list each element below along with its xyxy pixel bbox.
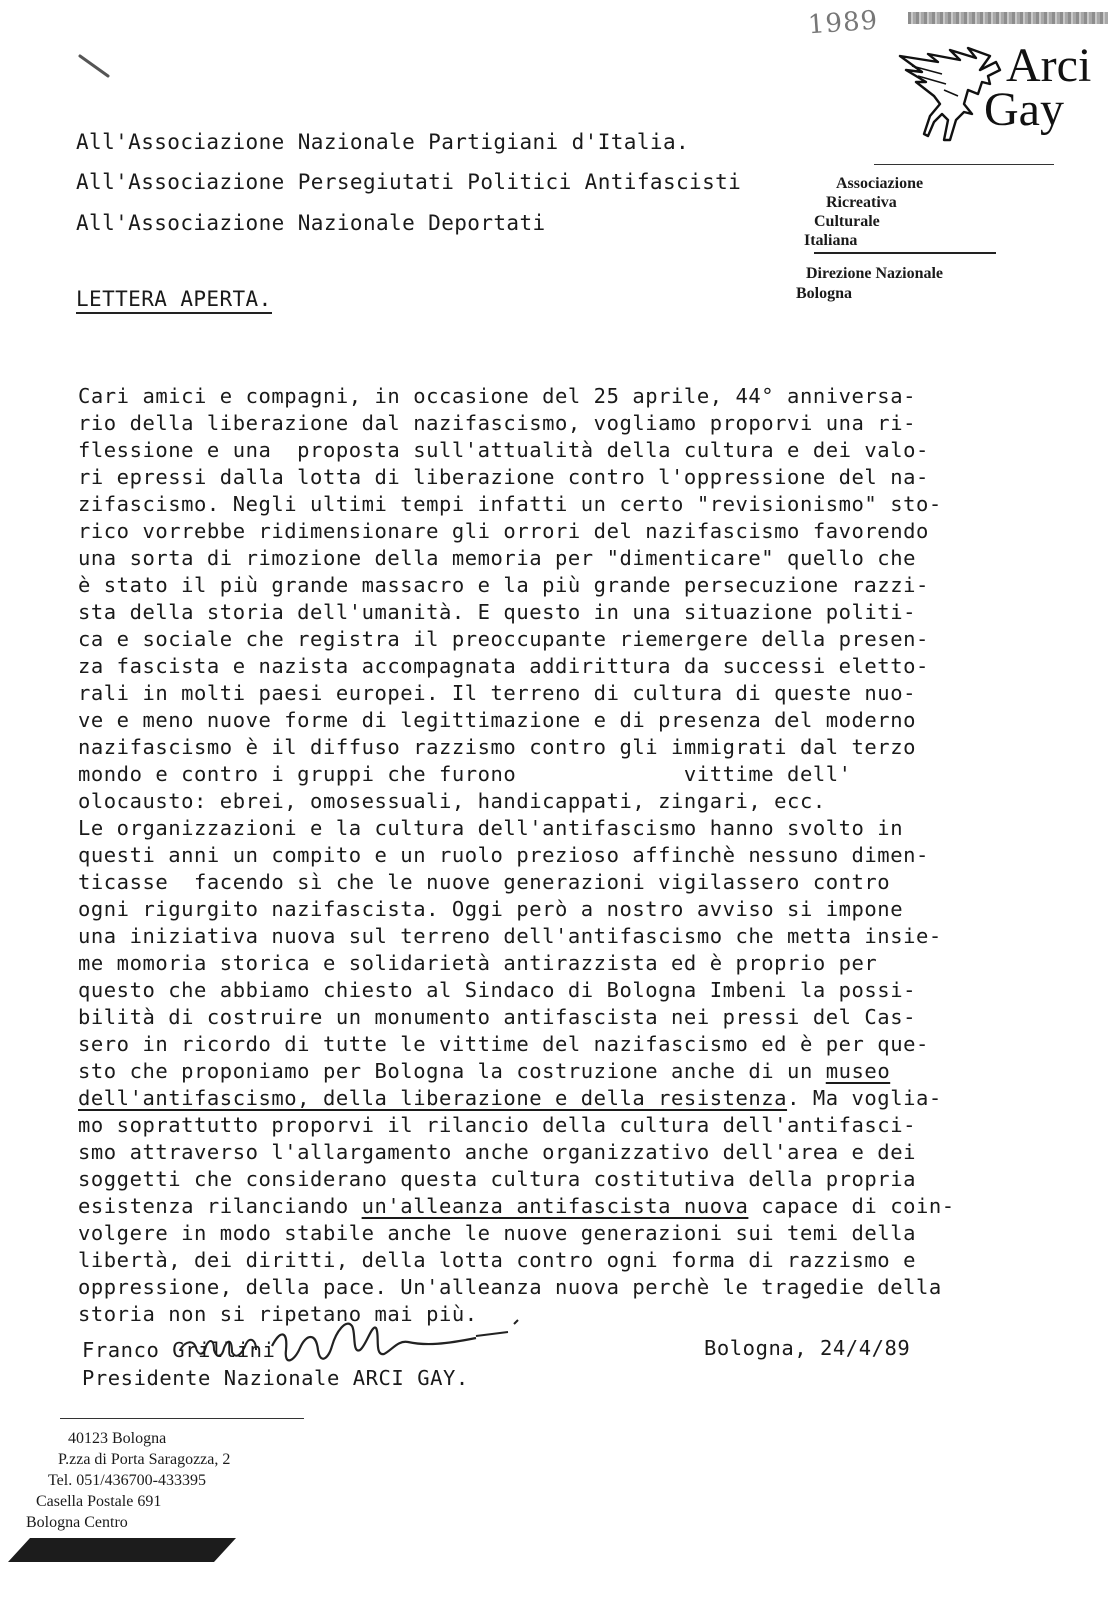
body-text-segment: me momoria storica e solidarietà antirazzista ed è proprio per bbox=[78, 951, 878, 975]
body-text-segment: sta della storia dell'umanità. E questo in una situazione politi- bbox=[78, 600, 916, 624]
body-line bbox=[78, 951, 877, 975]
body-text-segment: questi anni un compito e un ruolo prezioso affinchè nessuno dimen- bbox=[78, 843, 929, 867]
body-line bbox=[78, 1194, 955, 1218]
body-line bbox=[78, 546, 916, 570]
body-text-segment: rali in molti paesi europei. Il terreno di cultura di queste nuo- bbox=[78, 681, 916, 705]
arci-gay-logo bbox=[898, 40, 1098, 150]
body-text-segment: mo soprattutto proporvi il rilancio della cultura dell'antifasci- bbox=[78, 1113, 916, 1137]
underlined-phrase: un'alleanza antifascista nuova bbox=[361, 1194, 749, 1218]
body-text-segment: ve e meno nuove forme di legittimazione e di presenza del moderno bbox=[78, 708, 916, 732]
body-line bbox=[78, 735, 916, 759]
footer-address-line: Tel. 051/436700-433395 bbox=[48, 1472, 206, 1489]
body-line bbox=[78, 1140, 916, 1164]
letter-heading: LETTERA APERTA. bbox=[76, 287, 272, 314]
body-text-segment: za fascista e nazista accompagnata addirittura da successi eletto- bbox=[78, 654, 929, 678]
association-line: Associazione bbox=[836, 175, 924, 192]
body-line bbox=[78, 1059, 890, 1083]
footer-address-line: Casella Postale 691 bbox=[36, 1493, 162, 1510]
association-line: Italiana bbox=[804, 232, 858, 249]
body-line bbox=[78, 843, 929, 867]
body-text-segment: olocausto: ebrei, omosessuali, handicappati, zingari, ecc. bbox=[78, 789, 826, 813]
body-line bbox=[78, 519, 929, 543]
body-text-segment: sero in ricordo di tutte le vittime del nazifascismo ed è per que- bbox=[78, 1032, 929, 1056]
body-text-segment: mondo e contro i gruppi che furono vittime dell' bbox=[78, 762, 852, 786]
body-text-segment: oppressione, della pace. Un'alleanza nuova perchè le tragedie della bbox=[78, 1275, 942, 1299]
body-text-segment: esistenza rilanciando bbox=[78, 1194, 362, 1218]
signer-name: Franco Grillini bbox=[82, 1338, 276, 1362]
addressee: All'Associazione Nazionale Deportati bbox=[76, 211, 546, 235]
body-text-segment: questo che abbiamo chiesto al Sindaco di Bologna Imbeni la possi- bbox=[78, 978, 916, 1002]
body-text-segment: Cari amici e compagni, in occasione del 25 aprile, 44° anniversa- bbox=[78, 384, 916, 408]
body-line bbox=[78, 708, 916, 732]
body-text-segment: storia non si ripetano mai più. bbox=[78, 1302, 478, 1326]
body-line bbox=[78, 762, 852, 786]
logo-text-gay: Gay bbox=[984, 83, 1064, 136]
body-line bbox=[78, 1113, 916, 1137]
body-line bbox=[78, 924, 942, 948]
addressee: All'Associazione Persegiutati Politici Antifascisti bbox=[76, 170, 742, 194]
pencil-mark bbox=[78, 54, 112, 80]
body-text-segment: bilità di costruire un monumento antifascista nei pressi del Cas- bbox=[78, 1005, 916, 1029]
footer-band bbox=[8, 1538, 236, 1562]
body-line bbox=[78, 1086, 942, 1110]
association-line: Culturale bbox=[814, 213, 880, 230]
body-text-segment: una iniziativa nuova sul terreno dell'antifascismo che metta insie- bbox=[78, 924, 942, 948]
body-line bbox=[78, 384, 916, 408]
body-text-segment: nazifascismo è il diffuso razzismo contro gli immigrati dal terzo bbox=[78, 735, 916, 759]
body-line bbox=[78, 1167, 916, 1191]
body-line bbox=[78, 573, 929, 597]
body-line bbox=[78, 789, 826, 813]
body-line bbox=[78, 1005, 916, 1029]
signer-title: Presidente Nazionale ARCI GAY. bbox=[82, 1366, 469, 1390]
footer-address-line: Bologna Centro bbox=[26, 1514, 128, 1531]
logo-rule bbox=[874, 164, 1054, 165]
body-text-segment: ca e sociale che registra il preoccupante riemergere della presen- bbox=[78, 627, 929, 651]
footer-address-line: 40123 Bologna bbox=[68, 1430, 167, 1447]
body-text-segment: flessione e una proposta sull'attualità della cultura e dei valo- bbox=[78, 438, 929, 462]
body-line bbox=[78, 411, 916, 435]
body-line bbox=[78, 870, 890, 894]
footer-address-line: P.zza di Porta Saragozza, 2 bbox=[58, 1451, 231, 1468]
office-block bbox=[796, 264, 943, 304]
body-text-segment: sto che proponiamo per Bologna la costruzione anche di un bbox=[78, 1059, 826, 1083]
body-text-segment: smo attraverso l'allargamento anche organizzativo dell'area e dei bbox=[78, 1140, 916, 1164]
body-text-segment: una sorta di rimozione della memoria per "dimenticare" quello che bbox=[78, 546, 916, 570]
body-line bbox=[78, 978, 916, 1002]
place-date: Bologna, 24/4/89 bbox=[704, 1336, 911, 1360]
body-line bbox=[78, 1248, 916, 1272]
body-line bbox=[78, 465, 929, 489]
body-text-segment: volgere in modo stabile anche le nuove generazioni sui temi della bbox=[78, 1221, 916, 1245]
body-text-segment: ticasse facendo sì che le nuove generazioni vigilassero contro bbox=[78, 870, 891, 894]
body-text-segment: capace di coin- bbox=[748, 1194, 955, 1218]
body-text-segment: libertà, dei diritti, della lotta contro ogni forma di razzismo e bbox=[78, 1248, 916, 1272]
body-text-segment: . Ma voglia- bbox=[787, 1086, 942, 1110]
body-text-segment: ogni rigurgito nazifascista. Oggi però a nostro avviso si impone bbox=[78, 897, 904, 921]
body-line bbox=[78, 654, 929, 678]
body-text-segment: zifascismo. Negli ultimi tempi infatti un certo "revisionismo" sto- bbox=[78, 492, 942, 516]
body-line bbox=[78, 897, 903, 921]
association-line: Ricreativa bbox=[826, 194, 897, 211]
body-line bbox=[78, 1275, 942, 1299]
addressee: All'Associazione Nazionale Partigiani d'Italia. bbox=[76, 130, 690, 154]
body-line bbox=[78, 681, 916, 705]
logo-text-arci: Arci bbox=[1006, 39, 1092, 92]
body-line bbox=[78, 627, 929, 651]
office-line: Bologna bbox=[796, 285, 853, 302]
footer-rule bbox=[60, 1418, 304, 1419]
body-text-segment: è stato il più grande massacro e la più grande persecuzione razzi- bbox=[78, 573, 929, 597]
body-line bbox=[78, 1221, 916, 1245]
body-line bbox=[78, 438, 929, 462]
body-line bbox=[78, 600, 916, 624]
body-text-segment: ri epressi dalla lotta di liberazione contro l'oppressione del na- bbox=[78, 465, 929, 489]
underlined-phrase: museo bbox=[825, 1059, 891, 1083]
body-line bbox=[78, 492, 942, 516]
underlined-phrase: dell'antifascismo, della liberazione e della resistenza bbox=[78, 1086, 788, 1110]
scan-band bbox=[908, 12, 1108, 24]
body-text-segment: soggetti che considerano questa cultura costitutiva della propria bbox=[78, 1167, 916, 1191]
body-text-segment: Le organizzazioni e la cultura dell'antifascismo hanno svolto in bbox=[78, 816, 904, 840]
office-line: Direzione Nazionale bbox=[806, 265, 944, 282]
body-text-segment: rio della liberazione dal nazifascismo, vogliamo proporvi una ri- bbox=[78, 411, 916, 435]
body-line bbox=[78, 816, 903, 840]
association-rule bbox=[814, 252, 996, 254]
body-line bbox=[78, 1032, 929, 1056]
handwritten-year: 1989 bbox=[807, 5, 880, 41]
body-text-segment: rico vorrebbe ridimensionare gli orrori del nazifascismo favorendo bbox=[78, 519, 929, 543]
